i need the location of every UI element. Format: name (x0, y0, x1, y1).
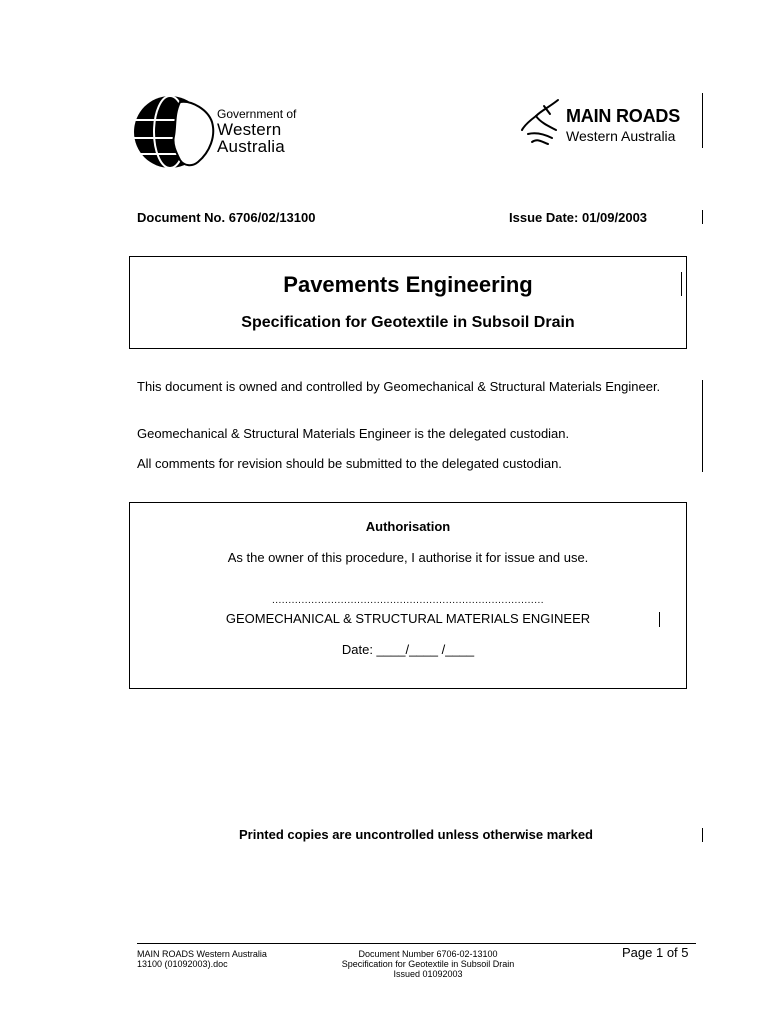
footer-filename: 13100 (01092003).doc (137, 959, 228, 969)
custodian-paragraph: Geomechanical & Structural Materials Engineer is the delegated custodian. (137, 426, 570, 441)
footer-doc-number: Document Number 6706-02-13100 (358, 949, 498, 959)
date-line: Date: ____/____ /____ (341, 642, 475, 657)
page-number: Page 1 of 5 (622, 945, 689, 960)
main-roads-subtitle: Western Australia (566, 128, 676, 144)
main-roads-logo-icon (518, 96, 564, 148)
signature-line: ................................................................................... (271, 595, 545, 606)
document-subtitle: Specification for Geotextile in Subsoil Drain (241, 314, 575, 331)
footer-divider (137, 943, 696, 944)
footer-left (137, 949, 267, 969)
uncontrolled-copies-notice: Printed copies are uncontrolled unless otherwise marked (239, 827, 593, 842)
change-bar (702, 210, 703, 224)
footer-center (318, 949, 538, 979)
footer-doc-title: Specification for Geotextile in Subsoil Drain (341, 959, 515, 969)
document-title: Pavements Engineering (283, 272, 533, 297)
govt-logo-line1: Government of (217, 107, 297, 121)
footer-issued: Issued 01092003 (393, 969, 463, 979)
signatory-title: GEOMECHANICAL & STRUCTURAL MATERIALS ENGINEER (225, 611, 591, 626)
title-box (129, 256, 687, 349)
government-of-wa-logo (130, 92, 310, 172)
change-bar (702, 93, 703, 148)
ownership-paragraph: This document is owned and controlled by Geomechanical & Structural Materials Engineer. (137, 379, 661, 394)
govt-logo-line2: Western (217, 119, 282, 139)
main-roads-wordmark (566, 106, 680, 144)
govt-logo-wordmark (217, 108, 296, 156)
footer-org: MAIN ROADS Western Australia (137, 949, 267, 959)
authorisation-box (129, 502, 687, 689)
main-roads-title: MAIN ROADS (566, 106, 680, 126)
authorisation-statement: As the owner of this procedure, I authorise it for issue and use. (227, 550, 589, 565)
change-bar (702, 380, 703, 472)
issue-date: Issue Date: 01/09/2003 (509, 210, 648, 225)
authorisation-heading: Authorisation (365, 519, 451, 534)
govt-logo-line3: Australia (217, 137, 285, 157)
globe-australia-logo-icon (130, 92, 216, 172)
comments-paragraph: All comments for revision should be submitted to the delegated custodian. (137, 456, 562, 471)
document-number: Document No. 6706/02/13100 (137, 210, 316, 225)
